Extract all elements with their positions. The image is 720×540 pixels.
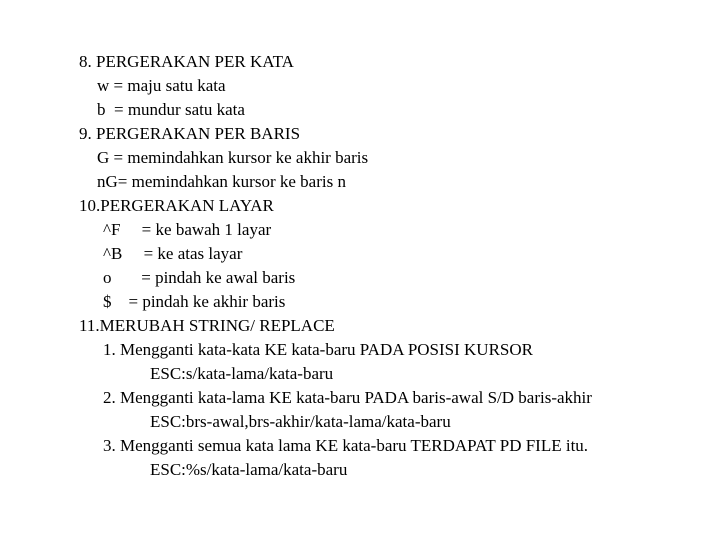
heading-9: 9. PERGERAKAN PER BARIS [79, 124, 301, 143]
item-ctrl-b: ^B = ke atas layar [103, 244, 243, 263]
replace-item-1: 1. Mengganti kata-kata KE kata-baru PADA POSISI KURSOR [103, 340, 533, 359]
item-o: o = pindah ke awal baris [103, 268, 296, 287]
item-b: b = mundur satu kata [97, 100, 245, 119]
item-dollar: $ = pindah ke akhir baris [103, 292, 286, 311]
heading-11: 11.MERUBAH STRING/ REPLACE [79, 316, 335, 335]
item-nG: nG= memindahkan kursor ke baris n [97, 172, 346, 191]
replace-item-2: 2. Mengganti kata-lama KE kata-baru PADA baris-awal S/D baris-akhir [103, 388, 592, 407]
item-G: G = memindahkan kursor ke akhir baris [97, 148, 369, 167]
heading-8: 8. PERGERAKAN PER KATA [79, 52, 294, 71]
heading-10: 10.PERGERAKAN LAYAR [79, 196, 274, 215]
replace-command-1: ESC:s/kata-lama/kata-baru [150, 364, 334, 383]
replace-command-3: ESC:%s/kata-lama/kata-baru [150, 460, 348, 479]
replace-command-2: ESC:brs-awal,brs-akhir/kata-lama/kata-baru [150, 412, 451, 431]
item-ctrl-f: ^F = ke bawah 1 layar [103, 220, 272, 239]
replace-item-3: 3. Mengganti semua kata lama KE kata-baru TERDAPAT PD FILE itu. [103, 436, 589, 455]
item-w: w = maju satu kata [97, 76, 226, 95]
